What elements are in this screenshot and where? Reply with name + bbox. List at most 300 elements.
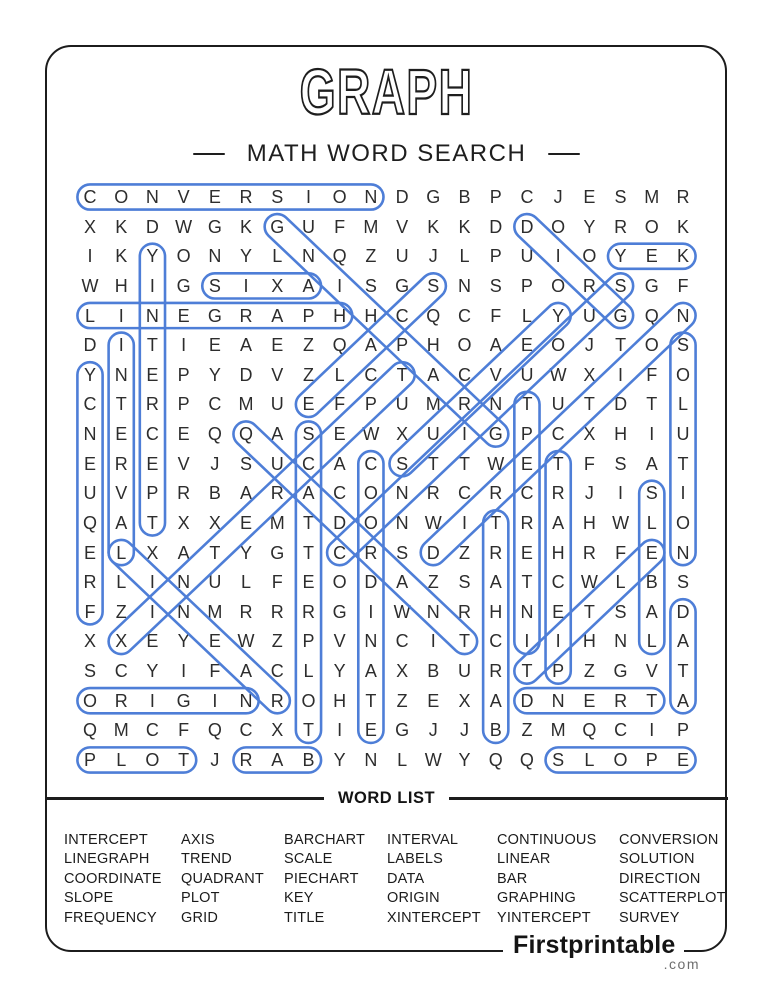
grid-letter: O <box>332 572 347 593</box>
grid-letter: I <box>618 483 624 504</box>
grid-letter: R <box>614 690 628 711</box>
grid-letter: S <box>676 572 689 593</box>
grid-letter: P <box>489 187 502 207</box>
grid-letter: E <box>146 631 159 652</box>
grid-letter: C <box>458 364 472 385</box>
grid-letter: I <box>87 246 93 267</box>
grid-letter: J <box>553 187 563 207</box>
grid-letter: A <box>489 572 502 593</box>
subtitle-text: MATH WORD SEARCH <box>246 140 527 167</box>
grid-letter: M <box>644 187 660 207</box>
grid-letter: P <box>520 424 533 445</box>
grid-letter: H <box>333 305 347 326</box>
grid-letter: R <box>458 394 472 415</box>
grid-letter: H <box>489 601 503 622</box>
grid-letter: A <box>302 483 315 504</box>
grid-letter: A <box>489 690 502 711</box>
word-list-item: SCALE <box>284 851 333 868</box>
grid-letter: S <box>614 275 627 296</box>
grid-letter: E <box>177 305 190 326</box>
grid-letter: O <box>363 512 378 533</box>
grid-letter: V <box>333 631 346 652</box>
grid-letter: G <box>270 216 285 237</box>
grid-letter: Q <box>239 424 254 445</box>
grid-letter: R <box>458 601 472 622</box>
grid-letter: E <box>427 690 440 711</box>
word-list-item: CONVERSION <box>619 832 719 848</box>
word-list-item: LABELS <box>387 851 444 868</box>
grid-letter: C <box>458 305 472 326</box>
word-list-column <box>64 831 181 928</box>
grid-letter: Q <box>207 424 222 445</box>
footer-brand <box>503 931 684 962</box>
grid-letter: C <box>301 453 315 474</box>
grid-letter: Z <box>365 246 377 267</box>
grid-letter: I <box>149 601 155 622</box>
grid-letter: L <box>677 394 688 415</box>
grid-letter: N <box>395 512 409 533</box>
word-list-divider <box>45 789 728 808</box>
grid-letter: T <box>178 749 190 770</box>
grid-letter: R <box>114 690 128 711</box>
grid-letter: R <box>239 601 253 622</box>
grid-letter: Q <box>582 720 597 741</box>
grid-letter: Y <box>614 246 627 267</box>
grid-letter: W <box>175 216 193 237</box>
grid-letter: Q <box>426 305 441 326</box>
grid-letter: I <box>181 335 187 356</box>
grid-letter: H <box>614 424 628 445</box>
grid-letter: S <box>364 275 377 296</box>
grid-letter: A <box>489 335 502 356</box>
grid-letter: U <box>676 424 690 445</box>
grid-letter: D <box>520 216 534 237</box>
grid-letter: C <box>208 394 222 415</box>
grid-letter: C <box>520 187 534 207</box>
grid-letter: K <box>676 216 689 237</box>
word-list-item: TREND <box>181 851 232 868</box>
grid-letter: P <box>520 275 533 296</box>
grid-letter: O <box>114 187 129 207</box>
grid-letter: Z <box>271 631 283 652</box>
grid-letter: E <box>302 394 315 415</box>
grid-letter: N <box>145 187 159 207</box>
grid-letter: T <box>365 690 377 711</box>
grid-letter: I <box>555 246 561 267</box>
grid-letter: C <box>614 720 628 741</box>
word-list-item: SOLUTION <box>619 851 695 868</box>
grid-letter: P <box>396 335 409 356</box>
grid-letter: G <box>613 661 628 682</box>
grid-letter: U <box>520 246 534 267</box>
grid-letter: S <box>240 453 253 474</box>
grid-letter: C <box>364 364 378 385</box>
grid-letter: T <box>396 364 408 385</box>
grid-letter: L <box>116 542 127 563</box>
grid-letter: E <box>676 749 689 770</box>
grid-letter: O <box>582 246 597 267</box>
grid-letter: R <box>489 661 503 682</box>
grid-letter: A <box>271 305 284 326</box>
grid-letter: Y <box>240 542 253 563</box>
grid-letter: O <box>613 749 628 770</box>
grid-letter: G <box>644 275 659 296</box>
grid-letter: T <box>521 572 533 593</box>
grid-letter: R <box>270 601 284 622</box>
grid-letter: D <box>333 512 347 533</box>
grid-letter: D <box>426 542 440 563</box>
grid-letter: C <box>551 572 565 593</box>
grid-letter: N <box>145 305 159 326</box>
grid-letter: S <box>83 661 97 682</box>
grid-letter: R <box>582 542 596 563</box>
grid-letter: I <box>149 275 155 296</box>
grid-letter: F <box>583 453 595 474</box>
grid-letter: O <box>301 690 316 711</box>
grid-letter: X <box>583 364 596 385</box>
grid-letter: S <box>552 749 565 770</box>
grid-letter: E <box>208 187 221 207</box>
grid-letter: I <box>462 424 468 445</box>
word-list-item: DATA <box>387 870 425 887</box>
grid-letter: B <box>489 720 502 741</box>
grid-letter: M <box>269 512 285 533</box>
grid-letter: S <box>614 601 627 622</box>
word-list-item: SCATTERPLOT <box>619 890 726 907</box>
grid-letter: I <box>337 720 343 741</box>
grid-letter: F <box>84 601 96 622</box>
grid-letter: C <box>458 483 472 504</box>
grid-letter: E <box>583 187 596 207</box>
grid-letter: D <box>614 394 628 415</box>
word-list-column <box>619 831 724 928</box>
grid-letter: P <box>146 483 159 504</box>
grid-letter: C <box>114 661 128 682</box>
grid-letter: I <box>462 512 468 533</box>
grid-letter: X <box>208 512 221 533</box>
grid-letter: D <box>364 572 378 593</box>
grid-letter: Y <box>583 216 596 237</box>
grid-letter: X <box>396 661 409 682</box>
grid-letter: L <box>459 246 470 267</box>
word-list-column <box>497 831 619 928</box>
grid-letter: W <box>81 275 99 296</box>
grid-letter: Y <box>240 246 253 267</box>
divider-line-left <box>45 797 324 800</box>
brand-name: Firstprintable <box>513 931 676 959</box>
grid-letter: C <box>489 631 503 652</box>
grid-letter: O <box>457 335 472 356</box>
grid-letter: I <box>555 631 561 652</box>
word-list-item: AXIS <box>181 832 215 848</box>
grid-letter: Z <box>459 542 471 563</box>
grid-letter: B <box>427 661 440 682</box>
grid-letter: O <box>145 749 160 770</box>
word-list-item: LINEAR <box>497 851 551 868</box>
grid-letter: T <box>459 453 471 474</box>
grid-letter: A <box>177 542 190 563</box>
grid-letter: R <box>145 394 159 415</box>
grid-letter: I <box>305 187 311 207</box>
word-list-item: FREQUENCY <box>64 909 157 926</box>
grid-letter: U <box>270 394 284 415</box>
grid-letter: F <box>615 542 627 563</box>
grid-letter: G <box>332 601 347 622</box>
grid-letter: M <box>113 720 129 741</box>
grid-letter: V <box>115 483 128 504</box>
grid-letter: A <box>302 275 315 296</box>
grid-letter: L <box>116 749 127 770</box>
word-list-column <box>284 831 387 928</box>
grid-letter: Y <box>458 749 471 770</box>
grid-letter: S <box>208 275 221 296</box>
grid-letter: B <box>645 572 658 593</box>
grid-letter: W <box>362 424 380 445</box>
word-list <box>64 831 724 928</box>
grid-letter: R <box>177 483 191 504</box>
grid-letter: P <box>364 394 377 415</box>
grid-letter: I <box>430 631 436 652</box>
grid-letter: N <box>239 690 253 711</box>
grid-letter: T <box>459 631 471 652</box>
grid-letter: D <box>83 335 97 356</box>
grid-letter: Z <box>302 335 314 356</box>
grid-letter: N <box>177 572 191 593</box>
word-list-item: BARCHART <box>284 832 366 848</box>
grid-letter: G <box>426 187 441 207</box>
grid-letter: C <box>520 483 534 504</box>
word-list-item: SLOPE <box>64 890 114 907</box>
grid-letter: B <box>208 483 221 504</box>
grid-letter: W <box>612 512 630 533</box>
grid-letter: I <box>649 720 655 741</box>
grid-letter: E <box>146 453 159 474</box>
grid-letter: V <box>177 453 190 474</box>
grid-letter: L <box>646 512 657 533</box>
grid-letter: X <box>271 720 284 741</box>
grid-letter: O <box>332 187 347 207</box>
grid-letter: A <box>396 572 409 593</box>
grid-letter: K <box>676 246 689 267</box>
grid-letter: E <box>271 335 284 356</box>
grid-letter: I <box>680 483 686 504</box>
word-list-item: DIRECTION <box>619 870 701 887</box>
grid-letter: C <box>395 305 409 326</box>
grid-letter: A <box>271 424 284 445</box>
grid-letter: R <box>551 483 565 504</box>
word-list-item: PIECHART <box>284 870 359 887</box>
grid-letter: T <box>146 512 158 533</box>
grid-letter: P <box>177 364 190 385</box>
grid-letter: W <box>424 749 442 770</box>
grid-letter: E <box>146 364 159 385</box>
grid-letter: E <box>83 542 97 563</box>
grid-letter: C <box>83 187 97 207</box>
grid-letter: N <box>426 601 440 622</box>
word-list-item: YINTERCEPT <box>497 909 591 926</box>
grid-letter: O <box>644 335 659 356</box>
grid-letter: K <box>427 216 440 237</box>
grid-letter: T <box>552 453 564 474</box>
grid-letter: T <box>677 661 689 682</box>
grid-letter: T <box>583 394 595 415</box>
grid-letter: J <box>428 720 438 741</box>
grid-letter: E <box>177 424 190 445</box>
grid-letter: E <box>302 572 315 593</box>
grid-letter: K <box>240 216 253 237</box>
grid-letter: N <box>676 542 690 563</box>
grid-letter: D <box>395 187 409 207</box>
grid-letter: W <box>393 601 411 622</box>
word-list-item: KEY <box>284 890 314 907</box>
grid-letter: J <box>428 246 438 267</box>
grid-letter: C <box>333 483 347 504</box>
grid-letter: G <box>395 720 410 741</box>
grid-letter: A <box>240 335 253 356</box>
grid-letter: T <box>521 394 533 415</box>
grid-letter: E <box>520 542 533 563</box>
grid-letter: E <box>83 453 97 474</box>
grid-letter: G <box>207 305 222 326</box>
grid-letter: Q <box>207 720 222 741</box>
grid-letter: E <box>115 424 128 445</box>
grid-letter: L <box>397 749 408 770</box>
grid-letter: R <box>239 187 253 207</box>
grid-letter: J <box>584 335 594 356</box>
grid-letter: U <box>270 453 284 474</box>
grid-letter: T <box>209 542 221 563</box>
grid-letter: L <box>241 572 252 593</box>
grid-letter: I <box>212 690 218 711</box>
word-list-item: INTERVAL <box>387 832 459 848</box>
grid-letter: F <box>209 661 221 682</box>
grid-letter: J <box>584 483 594 504</box>
divider-line-right <box>449 797 728 800</box>
grid-letter: Y <box>333 661 346 682</box>
grid-letter: U <box>208 572 222 593</box>
grid-letter: G <box>176 690 191 711</box>
grid-letter: A <box>645 453 658 474</box>
grid-letter: O <box>551 216 566 237</box>
grid-letter: R <box>676 187 690 207</box>
grid-letter: I <box>118 305 124 326</box>
word-list-item: GRID <box>181 909 219 926</box>
grid-letter: I <box>149 690 155 711</box>
grid-letter: R <box>582 275 596 296</box>
grid-letter: P <box>552 661 565 682</box>
grid-letter: G <box>270 542 285 563</box>
grid-letter: D <box>676 601 690 622</box>
grid-letter: R <box>239 305 253 326</box>
grid-letter: X <box>146 542 159 563</box>
grid-letter: E <box>520 335 533 356</box>
grid-letter: F <box>271 572 283 593</box>
grid-letter: P <box>302 631 315 652</box>
grid-letter: R <box>239 749 253 770</box>
grid-letter: V <box>177 187 190 207</box>
grid-letter: O <box>82 690 98 711</box>
grid-letter: S <box>614 187 627 207</box>
grid-letter: H <box>426 335 440 356</box>
grid-letter: L <box>303 661 314 682</box>
grid-letter: P <box>83 749 97 770</box>
grid-letter: F <box>178 720 190 741</box>
grid-letter: W <box>424 512 442 533</box>
grid-letter: I <box>243 275 249 296</box>
grid-letter: T <box>615 335 627 356</box>
word-list-column <box>387 831 497 928</box>
grid-letter: Z <box>302 364 314 385</box>
grid-letter: F <box>677 275 689 296</box>
grid-letter: F <box>334 216 346 237</box>
grid-letter: N <box>458 275 472 296</box>
grid-letter: U <box>83 483 97 504</box>
word-list-item: GRAPHING <box>497 890 576 907</box>
grid-letter: G <box>207 216 222 237</box>
grid-letter: C <box>145 720 159 741</box>
grid-letter: L <box>116 572 127 593</box>
grid-letter: U <box>395 394 409 415</box>
word-list-item: COORDINATE <box>64 870 162 887</box>
word-list-item: PLOT <box>181 890 220 907</box>
grid-letter: I <box>337 275 343 296</box>
grid-letter: X <box>271 275 284 296</box>
grid-letter: U <box>520 364 534 385</box>
grid-letter: X <box>115 631 128 652</box>
page-title: GRAPH <box>299 56 474 128</box>
grid-letter: T <box>521 661 533 682</box>
grid-letter: N <box>301 246 315 267</box>
grid-letter: A <box>240 483 253 504</box>
grid-letter: C <box>270 661 284 682</box>
grid-letter: F <box>490 305 502 326</box>
grid-letter: E <box>364 720 377 741</box>
grid-letter: D <box>239 364 253 385</box>
grid-letter: N <box>551 690 565 711</box>
grid-letter: G <box>488 424 503 445</box>
grid-letter: C <box>333 542 347 563</box>
grid-letter: M <box>550 720 566 741</box>
word-list-column <box>181 831 284 928</box>
word-list-item: ORIGIN <box>387 890 440 907</box>
grid-letter: X <box>396 424 409 445</box>
grid-letter: H <box>582 631 596 652</box>
grid-letter: P <box>177 394 190 415</box>
grid-letter: O <box>675 364 690 385</box>
grid-letter: S <box>302 424 315 445</box>
grid-letter: A <box>427 364 440 385</box>
grid-letter: T <box>427 453 439 474</box>
grid-letter: X <box>83 631 97 652</box>
grid-letter: A <box>364 661 377 682</box>
grid-letter: X <box>583 424 596 445</box>
grid-letter: U <box>301 216 315 237</box>
grid-letter: R <box>301 601 315 622</box>
grid-letter: E <box>208 335 221 356</box>
grid-letter: O <box>363 483 378 504</box>
grid-letter: A <box>240 661 253 682</box>
grid-letter: J <box>210 453 220 474</box>
grid-letter: R <box>114 453 128 474</box>
grid-letter: U <box>426 424 440 445</box>
grid-letter: R <box>426 483 440 504</box>
grid-letter: C <box>239 720 253 741</box>
grid-letter: F <box>334 394 346 415</box>
grid-letter: K <box>115 216 128 237</box>
grid-letter: X <box>177 512 190 533</box>
grid-letter: P <box>489 246 502 267</box>
grid-letter: T <box>115 394 127 415</box>
